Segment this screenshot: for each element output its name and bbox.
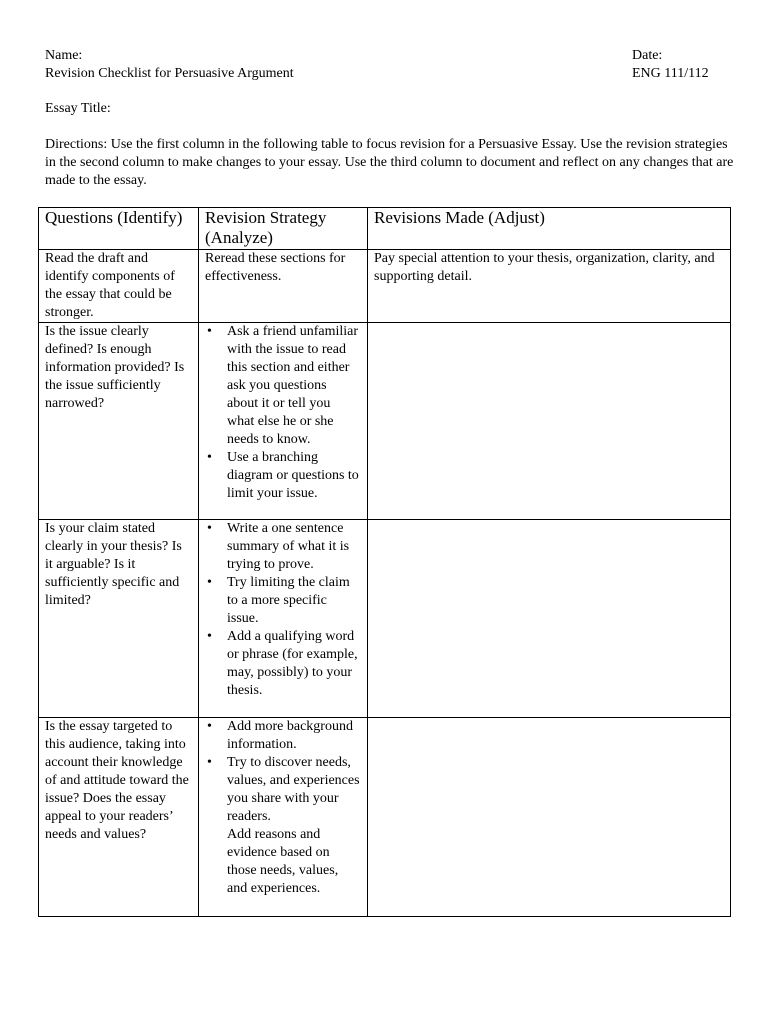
table-header-row [39, 208, 731, 250]
name-label: Name: [45, 48, 83, 63]
table-row [39, 718, 731, 917]
revision-cell[interactable]: Pay special attention to your thesis, organization, clarity, and supporting detail. [368, 250, 731, 323]
column-header-revisions: Revisions Made (Adjust) [368, 208, 731, 250]
date-label: Date: [632, 48, 663, 63]
header-left [45, 47, 294, 83]
revision-cell[interactable] [368, 520, 731, 718]
strategy-bullet-list [205, 520, 361, 700]
strategy-bullet: • Try limiting the claim to a more specific issue. [205, 574, 361, 628]
course-code: ENG 111/112 [632, 66, 709, 81]
essay-title-label: Essay Title: [45, 101, 111, 116]
revision-cell[interactable] [368, 323, 731, 520]
strategy-continuation-text: Add reasons and evidence based on those needs, values, and experiences. [227, 827, 339, 896]
table-row [39, 250, 731, 323]
question-cell: Is the issue clearly defined? Is enough information provided? Is the issue sufficiently narrowed? [39, 323, 199, 520]
question-cell: Read the draft and identify components of the essay that could be stronger. [39, 250, 199, 323]
table-row [39, 323, 731, 520]
column-header-questions: Questions (Identify) [39, 208, 199, 250]
table-row [39, 520, 731, 718]
strategy-bullet: • Write a one sentence summary of what it is trying to prove. [205, 520, 361, 574]
strategy-bullet: • Add a qualifying word or phrase (for example, may, possibly) to your thesis. [205, 628, 361, 700]
question-cell: Is the essay targeted to this audience, taking into account their knowledge of and attitude toward the issue? Does the essay appeal to your readers’ needs and values? [39, 718, 199, 917]
strategy-bullet: • Use a branching diagram or questions to limit your issue. [205, 449, 361, 503]
strategy-bullet: • Ask a friend unfamiliar with the issue to read this section and either ask you questions about it or tell you what else he or she needs to know. [205, 323, 361, 449]
strategy-bullet: • Try to discover needs, values, and experiences you share with your readers. [205, 754, 361, 826]
revision-checklist-table [38, 207, 731, 917]
strategy-cell [199, 718, 368, 917]
revision-cell[interactable] [368, 718, 731, 917]
column-header-strategy: Revision Strategy (Analyze) [199, 208, 368, 250]
strategy-cell [199, 323, 368, 520]
strategy-bullet: • Add more background information. [205, 718, 361, 754]
strategy-cell: Reread these sections for effectiveness. [199, 250, 368, 323]
question-cell: Is your claim stated clearly in your thesis? Is it arguable? Is it sufficiently specific and limited? [39, 520, 199, 718]
header-right [632, 47, 709, 83]
strategy-bullet-list [205, 718, 361, 826]
strategy-bullet-list [205, 323, 361, 503]
checklist-title: Revision Checklist for Persuasive Argument [45, 66, 294, 81]
strategy-cell [199, 520, 368, 718]
directions-paragraph: Directions: Use the first column in the following table to focus revision for a Persuasive Essay. Use the revision strategies in the second column to make changes to your essay. Use the third column to document and reflect on any changes that are made to the essay. [45, 137, 734, 188]
